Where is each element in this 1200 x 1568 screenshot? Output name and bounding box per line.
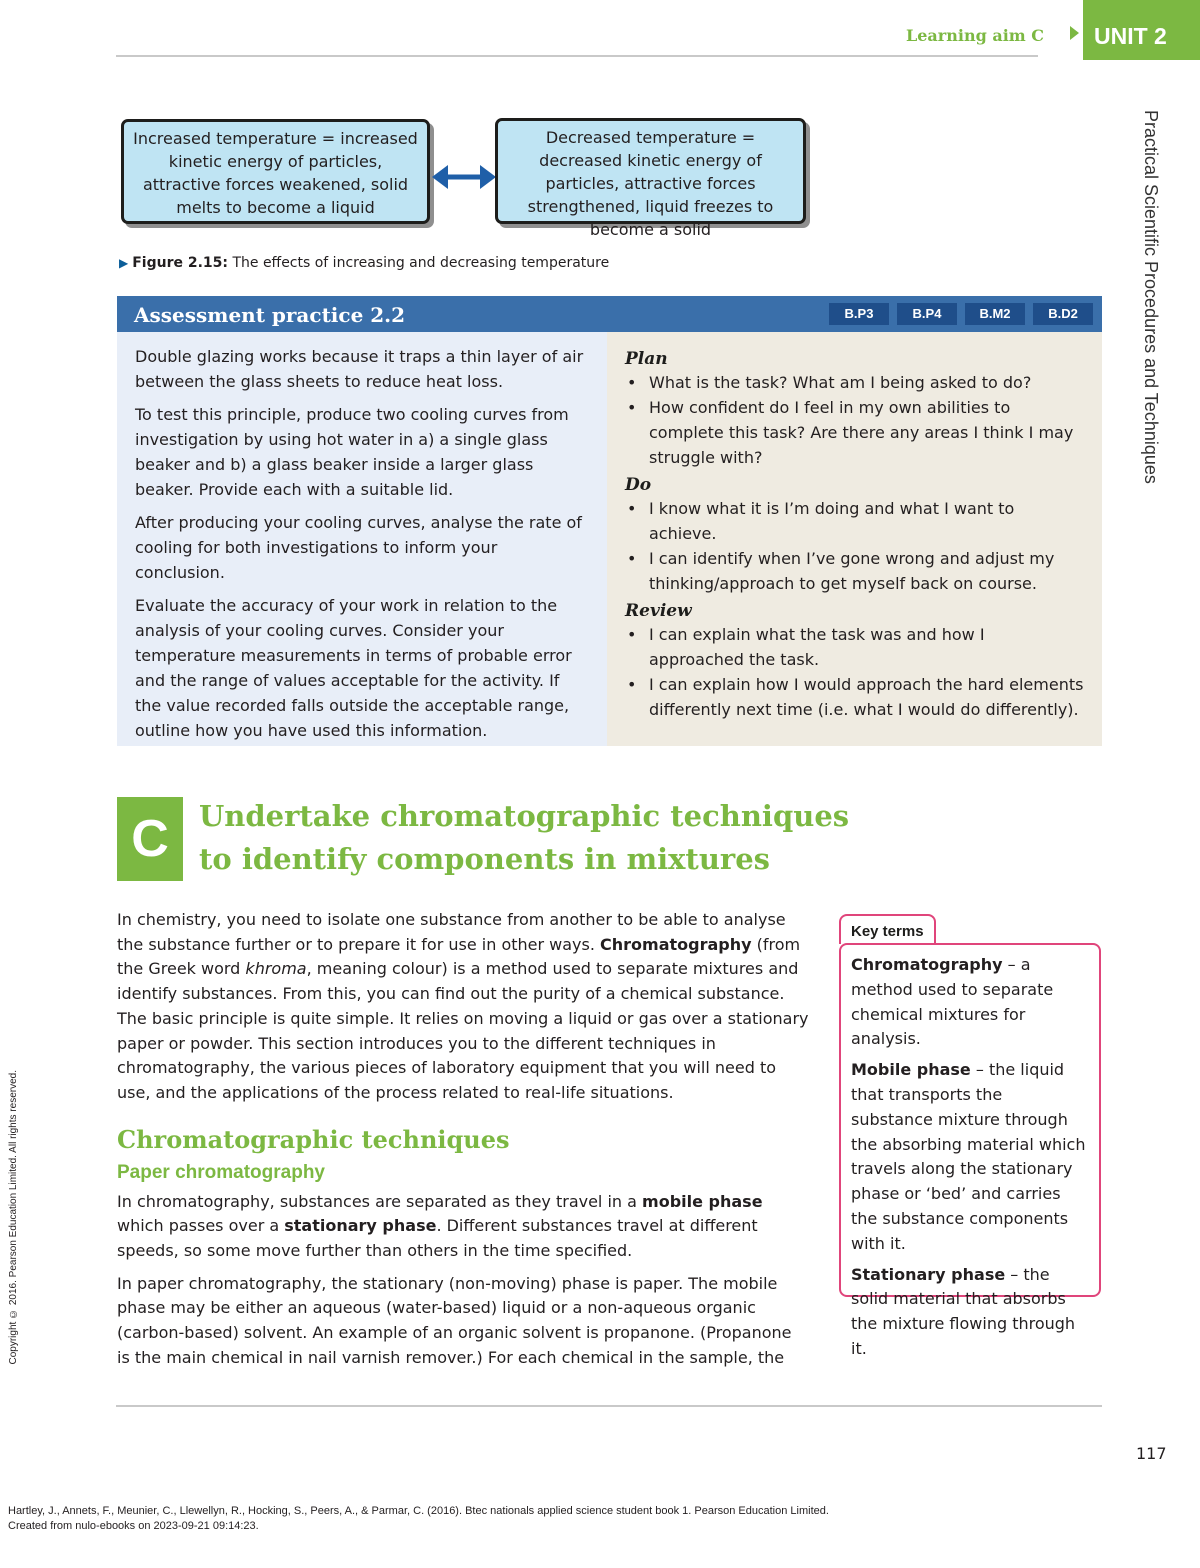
plan-heading: Plan xyxy=(625,349,668,369)
subheading-chromatographic-techniques: Chromatographic techniques xyxy=(117,1124,510,1154)
assessment-header xyxy=(117,296,1102,332)
criteria-badge: B.D2 xyxy=(1033,303,1093,325)
side-running-title: Practical Scientific Procedures and Techniques xyxy=(1141,110,1161,484)
section-heading-line: Undertake chromatographic techniques xyxy=(199,799,850,833)
double-arrow-icon xyxy=(432,163,496,191)
chevron-right-icon xyxy=(1070,26,1079,40)
term-stationary-phase: stationary phase xyxy=(284,1216,437,1236)
key-term xyxy=(851,953,1089,1052)
plan-item-text: What is the task? What am I being asked to do? xyxy=(649,373,1032,392)
assessment-task-column xyxy=(117,332,607,746)
key-term xyxy=(851,1263,1089,1362)
criteria-badge: B.P3 xyxy=(829,303,889,325)
citation xyxy=(8,1504,829,1534)
key-term-word: Stationary phase xyxy=(851,1264,1006,1284)
term-chromatography: Chromatography xyxy=(600,934,752,954)
review-list xyxy=(625,622,1084,722)
assessment-paragraph: To test this principle, produce two cooling curves from investigation by using hot water in a) a single glass beaker and b) a glass beaker inside a larger glass beaker. Provide each with a suitable lid. xyxy=(135,405,569,499)
body-paragraph: In paper chromatography, the stationary (non-moving) phase is paper. The mobile phase may be either an aqueous (water-based) liquid or a non-aqueous organic (carbon-based) solvent. An example of an organic solvent is propanone. (Propanone is the main chemical in nail varnish remover.) For each chemical in the sample, the xyxy=(117,1273,792,1367)
key-term-definition: – a method used to separate chemical mixtures for analysis. xyxy=(851,955,1054,1049)
assessment-title: Assessment practice 2.2 xyxy=(134,303,406,327)
body-paragraph: In chromatography, substances are separated as they travel in a mobile phase which passes over a stationary phase. Different substances travel at different speeds, so some move further than others in the time specified. xyxy=(117,1191,763,1261)
do-item-text: I know what it is I’m doing and what I want to achieve. xyxy=(649,499,1015,543)
review-item-text: I can explain what the task was and how I approached the task. xyxy=(649,625,985,669)
key-term-definition: – the solid material that absorbs the mixture flowing through it. xyxy=(851,1264,1076,1358)
footer-rule xyxy=(116,1405,1102,1407)
key-term-word: Chromatography xyxy=(851,955,1003,974)
criteria-badge: B.P4 xyxy=(897,303,957,325)
key-term xyxy=(851,1058,1089,1256)
list-item: • I can identify when I’ve gone wrong and adjust my thinking/approach to get myself back on course. xyxy=(627,549,1055,593)
assessment-paragraph: Evaluate the accuracy of your work in relation to the analysis of your cooling curves. Consider your temperature measurements in terms of probable error and the range of values acceptable for the activity. If the value recorded falls outside the acceptable range, outline how you have used this information. xyxy=(135,596,572,740)
figure-caption xyxy=(119,255,609,271)
list-item: • What is the task? What am I being asked to do? xyxy=(627,373,1032,392)
increase-temperature-box: Increased temperature = increased kinetic energy of particles, attractive forces weakened, solid melts to become a liquid xyxy=(121,119,430,224)
figure-caption-text: The effects of increasing and decreasing temperature xyxy=(228,255,610,271)
section-letter-block: C xyxy=(117,797,183,881)
figure-label: Figure 2.15: xyxy=(132,255,228,271)
plan-list xyxy=(625,370,1084,470)
learning-aim-label: Learning aim C xyxy=(906,26,1045,45)
copyright-notice: Copyright © 2016. Pearson Education Limited. All rights reserved. xyxy=(8,1070,19,1365)
citation-line: Hartley, J., Annets, F., Meunier, C., Llewellyn, R., Hocking, S., Peers, A., & Parmar, C. (2016). Btec nationals applied science student book 1. Pearson Education Limited. xyxy=(8,1505,829,1517)
list-item: • How confident do I feel in my own abilities to complete this task? Are there any areas I think I may struggle with? xyxy=(627,398,1074,467)
assessment-paragraph: Double glazing works because it traps a thin layer of air between the glass sheets to reduce heat loss. xyxy=(135,347,584,391)
page-number: 117 xyxy=(1136,1444,1167,1463)
key-terms-label: Key terms xyxy=(839,914,936,944)
list-item: • I know what it is I’m doing and what I want to achieve. xyxy=(627,499,1015,543)
unit-tab: UNIT 2 xyxy=(1083,0,1200,60)
caption-triangle-icon: ▶ xyxy=(119,256,129,270)
list-item: • I can explain what the task was and how I approached the task. xyxy=(627,625,985,669)
header-rule xyxy=(116,55,1038,57)
key-term-word: Mobile phase xyxy=(851,1060,971,1080)
assessment-paragraph: After producing your cooling curves, analyse the rate of cooling for both investigations to inform your conclusion. xyxy=(135,513,582,582)
plan-do-review-column xyxy=(607,332,1102,746)
citation-line: Created from nulo-ebooks on 2023-09-21 09:14:23. xyxy=(8,1520,259,1532)
list-item: • I can explain how I would approach the hard elements differently next time (i.e. what I would do differently). xyxy=(627,675,1084,719)
plan-item-text: How confident do I feel in my own abilities to complete this task? Are there any areas I think I may struggle with? xyxy=(649,398,1074,467)
key-terms-box xyxy=(839,943,1101,1358)
review-item-text: I can explain how I would approach the hard elements differently next time (i.e. what I would do differently). xyxy=(649,675,1084,719)
review-heading: Review xyxy=(625,601,692,621)
subheading-paper-chromatography: Paper chromatography xyxy=(117,1161,325,1183)
do-list xyxy=(625,496,1084,596)
greek-word: khroma xyxy=(245,959,307,979)
do-item-text: I can identify when I’ve gone wrong and adjust my thinking/approach to get myself back on course. xyxy=(649,549,1055,593)
assessment-practice-panel xyxy=(117,296,1102,746)
do-heading: Do xyxy=(625,475,652,495)
criteria-badge: B.M2 xyxy=(965,303,1025,325)
section-heading xyxy=(199,795,849,881)
key-term-definition: – the liquid that transports the substance mixture through the absorbing material which travels along the stationary phase or ‘bed’ and carries the substance components with it. xyxy=(851,1060,1086,1253)
decrease-temperature-box: Decreased temperature = decreased kinetic energy of particles, attractive forces strengthened, liquid freezes to become a solid xyxy=(495,118,806,224)
main-body-column xyxy=(117,908,809,1379)
intro-paragraph: In chemistry, you need to isolate one substance from another to be able to analyse the substance further or to prepare it for use in other ways. Chromatography (from the Greek word khroma, meaning colour) is a method used to separate mixtures and identify substances. From this, you can find out the purity of a chemical substance. The basic principle is quite simple. It relies on moving a liquid or gas over a stationary paper or powder. This section introduces you to the different techniques in chromatography, the various pieces of laboratory equipment that you will need to use, and the applications of the process related to real-life situations. xyxy=(117,910,809,1102)
term-mobile-phase: mobile phase xyxy=(642,1191,763,1211)
section-heading-line: to identify components in mixtures xyxy=(199,842,770,876)
